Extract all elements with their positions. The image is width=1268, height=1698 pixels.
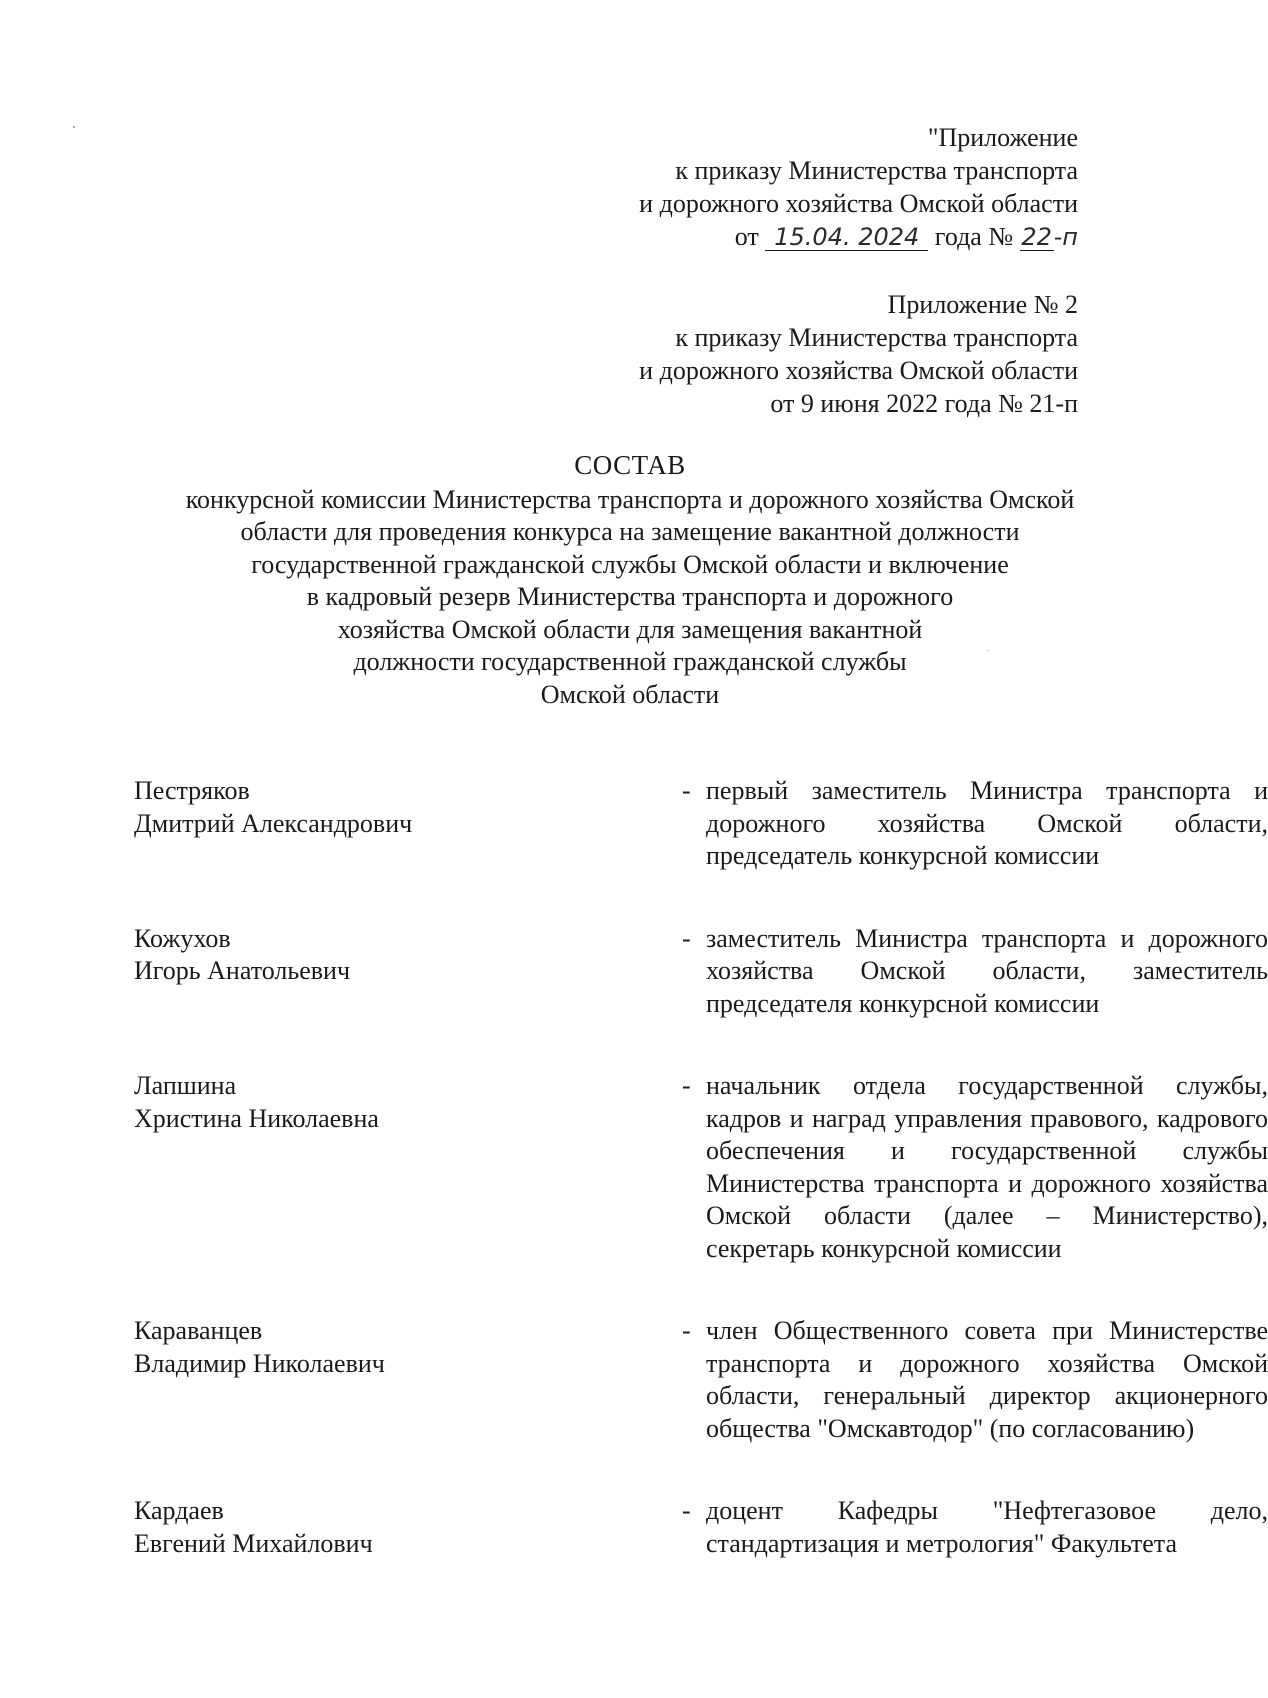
annex-header-current [639,121,1078,254]
member-name [134,1315,554,1445]
title-line: государственной гражданской службы Омской области и включение [251,549,1009,579]
member-dash: - [682,1496,691,1525]
annex-header-original [639,288,1078,420]
member-dash: - [682,923,691,953]
member-dash: - [682,776,691,805]
handwritten-number: 22 [1021,223,1052,251]
annex-ministry: и дорожного хозяйства Омской области [639,189,1078,218]
annex-order-ref: к приказу Министерства транспорта [675,323,1078,352]
scan-speck [73,126,75,128]
member-name [134,1495,554,1560]
member-dash: - [682,1316,691,1345]
member-role: первый заместитель Министра транспорта и дорожного хозяйства Омской области, председатель конкурсной комиссии [706,776,1268,870]
annex-date-line [639,220,1078,254]
title-line: должности государственной гражданской службы [353,647,907,676]
date-prefix: от [734,222,759,251]
commission-members [134,775,1268,1610]
member-surname: Пестряков [134,776,250,805]
member-given-names: Дмитрий Александрович [134,808,413,838]
annex-ministry: и дорожного хозяйства Омской области [639,356,1078,385]
member-surname: Лапшина [134,1071,237,1100]
member-dash: - [682,1071,691,1100]
title-line: Омской области [540,679,720,709]
title-line: в кадровый резерв Министерства транспорта и дорожного [306,582,954,611]
member-given-names: Игорь Анатольевич [134,956,351,985]
member-given-names: Христина Николаевна [134,1103,379,1133]
member-given-names: Владимир Николаевич [134,1348,385,1378]
member-entry [134,1070,1268,1265]
title-line: области для проведения конкурса на замещение вакантной должности [240,517,1020,546]
year-word: года № [934,222,1014,251]
member-role: начальник отдела государственной службы, кадров и наград управления правового, кадрового обеспечения и государственной службы Министерства транспорта и дорожного хозяйства Омской области (далее – Министерство), секретарь конкурсной комиссии [706,1071,1268,1263]
annex-title: "Приложение [927,123,1078,152]
annex-order-ref: к приказу Министерства транспорта [675,156,1078,185]
title-line: хозяйства Омской области для замещения вакантной [337,614,923,644]
member-role: член Общественного совета при Министерстве транспорта и дорожного хозяйства Омской области, генеральный директор акционерного общества "Омскавтодор" (по согласованию) [706,1316,1268,1443]
member-entry [134,1315,1268,1445]
member-given-names: Евгений Михайлович [134,1528,373,1558]
annex-date-line: от 9 июня 2022 года № 21-п [770,389,1078,418]
member-surname: Кожухов [134,923,231,953]
title-line: конкурсной комиссии Министерства транспорта и дорожного хозяйства Омской [185,484,1075,514]
member-name [134,775,554,873]
member-entry [134,775,1268,873]
member-entry [134,1495,1268,1560]
handwritten-date: 15.04. 2024 [765,224,928,251]
member-surname: Кардаев [134,1496,224,1525]
member-role: доцент Кафедры "Нефтегазовое дело, стандартизация и метрология" Факультета [706,1496,1268,1558]
member-surname: Караванцев [134,1316,263,1345]
member-role: заместитель Министра транспорта и дорожного хозяйства Омской области, заместитель председателя конкурсной комиссии [706,923,1268,1018]
member-name [134,923,554,1021]
annex-title: Приложение № 2 [887,290,1078,319]
handwritten-number-suffix: -п [1053,223,1078,251]
member-name [134,1070,554,1265]
title-heading: СОСТАВ [574,450,686,480]
member-entry [134,923,1268,1021]
document-title [120,449,1140,711]
